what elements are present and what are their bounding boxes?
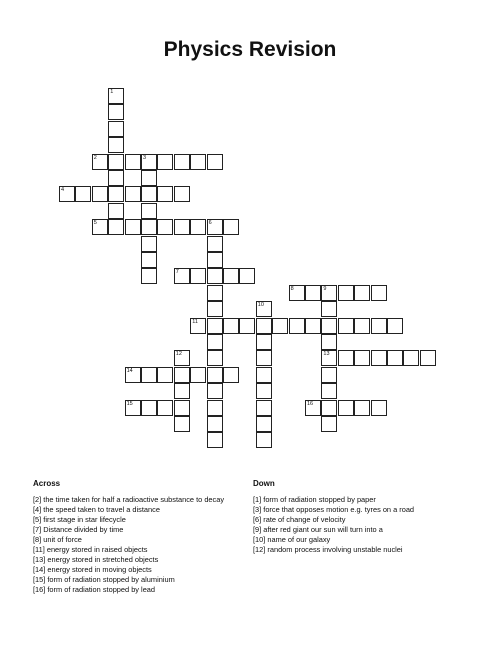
clue-down-10: [10] name of our galaxy [253,535,331,544]
clue-number: 10 [257,302,264,309]
crossword-cell[interactable] [157,219,173,235]
crossword-cell[interactable] [108,186,124,202]
clue-number: 3 [143,154,147,161]
crossword-cell[interactable] [174,400,190,416]
crossword-cell[interactable] [387,350,403,366]
crossword-cell[interactable] [256,416,272,432]
clue-across-16: [16] form of radiation stopped by lead [33,585,156,594]
crossword-cell[interactable] [207,236,223,252]
clue-number: 15 [126,400,133,407]
crossword-cell[interactable] [141,170,157,186]
crossword-cell[interactable] [207,400,223,416]
crossword-cell[interactable] [157,367,173,383]
down-heading: Down [253,479,275,488]
crossword-cell[interactable] [338,350,354,366]
crossword-cell[interactable] [174,154,190,170]
crossword-cell[interactable] [371,285,387,301]
crossword-cell[interactable] [125,219,141,235]
clue-across-15: [15] form of radiation stopped by aluminium [33,575,175,584]
crossword-cell[interactable] [321,318,337,334]
crossword-cell[interactable] [207,301,223,317]
crossword-cell[interactable] [321,400,337,416]
crossword-cell[interactable] [207,252,223,268]
crossword-cell[interactable] [289,318,305,334]
clue-down-12: [12] random process involving unstable nuclei [253,545,403,554]
clue-down-9: [9] after red giant our sun will turn into a [253,525,383,534]
crossword-cell[interactable] [305,400,321,416]
clue-number: 2 [93,154,97,161]
crossword-cell[interactable] [256,383,272,399]
crossword-cell[interactable] [125,367,141,383]
clue-number: 1 [110,89,114,95]
crossword-cell[interactable] [256,400,272,416]
crossword-cell[interactable] [141,268,157,284]
crossword-cell[interactable] [207,334,223,350]
crossword-cell[interactable] [420,350,436,366]
crossword-cell[interactable] [174,416,190,432]
crossword-cell[interactable] [174,367,190,383]
crossword-cell[interactable] [207,268,223,284]
crossword-cell[interactable] [256,334,272,350]
clue-down-3: [3] force that opposes motion e.g. tyres on a road [253,505,415,514]
crossword-cell[interactable] [321,350,337,366]
crossword-cell[interactable] [354,400,370,416]
crossword-cell[interactable] [125,154,141,170]
crossword-cell[interactable] [207,219,223,235]
clue-down-6: [6] rate of change of velocity [253,515,346,524]
crossword-cell[interactable] [321,301,337,317]
crossword-cell[interactable] [403,350,419,366]
crossword-cell[interactable] [354,285,370,301]
crossword-cell[interactable] [207,367,223,383]
clue-across-5: [5] first stage in star lifecycle [33,515,126,524]
crossword-cell[interactable] [354,350,370,366]
crossword-cell[interactable] [354,318,370,334]
crossword-cell[interactable] [108,137,124,153]
crossword-cell[interactable] [321,334,337,350]
crossword-cell[interactable] [223,219,239,235]
clue-across-2: [2] the time taken for half a radioactive substance to decay [33,495,225,504]
crossword-cell[interactable] [125,186,141,202]
crossword-cell[interactable] [305,318,321,334]
crossword-cell[interactable] [108,154,124,170]
clue-number: 9 [323,285,327,292]
clue-number: 6 [208,220,212,227]
crossword-cell[interactable] [223,268,239,284]
clue-across-7: [7] Distance divided by time [33,525,124,534]
crossword-cell[interactable] [141,252,157,268]
crossword-cell[interactable] [223,367,239,383]
crossword-cell[interactable] [371,318,387,334]
crossword-cell[interactable] [141,219,157,235]
crossword-cell[interactable] [92,219,108,235]
crossword-cell[interactable] [387,318,403,334]
clue-number: 14 [126,367,133,374]
crossword-cell[interactable] [108,104,124,120]
crossword-cell[interactable] [190,318,206,334]
crossword-cell[interactable] [92,154,108,170]
crossword-cell[interactable] [108,219,124,235]
crossword-cell[interactable] [190,268,206,284]
clue-across-11: [11] energy stored in raised objects [33,545,148,554]
crossword-cell[interactable] [207,350,223,366]
crossword-cell[interactable] [108,170,124,186]
crossword-cell[interactable] [125,400,141,416]
crossword-cell[interactable] [190,367,206,383]
crossword-cell[interactable] [207,416,223,432]
crossword-cell[interactable] [321,383,337,399]
crossword-cell[interactable] [141,203,157,219]
page-title: Physics Revision [163,38,337,61]
clue-down-1: [1] form of radiation stopped by paper [253,495,376,504]
crossword-cell[interactable] [207,154,223,170]
crossword-cell[interactable] [59,186,75,202]
clue-number: 4 [61,187,65,194]
crossword-cell[interactable] [141,186,157,202]
clue-number: 7 [175,269,179,276]
crossword-cell[interactable] [141,367,157,383]
crossword-cell[interactable] [174,350,190,366]
clue-across-14: [14] energy stored in moving objects [33,565,152,574]
crossword-cell[interactable] [338,318,354,334]
crossword-cell[interactable] [108,88,124,104]
clue-number: 16 [307,400,314,407]
crossword-cell[interactable] [321,285,337,301]
crossword-cell[interactable] [75,186,91,202]
crossword-cell[interactable] [289,285,305,301]
crossword-cell[interactable] [239,268,255,284]
crossword-cell[interactable] [190,154,206,170]
clue-number: 12 [175,351,182,358]
across-clues [33,479,224,595]
crossword-cell[interactable] [207,432,223,448]
crossword-cell[interactable] [305,285,321,301]
clue-across-8: [8] unit of force [33,535,82,544]
crossword-cell[interactable] [239,318,255,334]
crossword-cell[interactable] [256,318,272,334]
across-heading: Across [33,479,61,488]
crossword-cell[interactable] [141,154,157,170]
crossword-cell[interactable] [141,400,157,416]
crossword-cell[interactable] [207,285,223,301]
crossword-cell[interactable] [157,400,173,416]
clue-number: 13 [323,351,330,358]
crossword-cell[interactable] [108,121,124,137]
crossword-cell[interactable] [157,186,173,202]
clue-across-4: [4] the speed taken to travel a distance [33,505,160,514]
crossword-cell[interactable] [174,186,190,202]
clue-across-13: [13] energy stored in stretched objects [33,555,159,564]
crossword-cell[interactable] [256,301,272,317]
crossword-cell[interactable] [272,318,288,334]
clue-number: 5 [93,220,97,227]
crossword-cell[interactable] [371,350,387,366]
crossword-cell[interactable] [157,154,173,170]
crossword-cell[interactable] [338,400,354,416]
crossword-cell[interactable] [190,219,206,235]
crossword-cell[interactable] [321,367,337,383]
crossword-cell[interactable] [108,203,124,219]
down-clues [253,479,414,555]
crossword-cell[interactable] [92,186,108,202]
crossword-cell[interactable] [338,285,354,301]
crossword-cell[interactable] [256,432,272,448]
clue-number: 8 [290,285,294,292]
crossword-cell[interactable] [223,318,239,334]
crossword-cell[interactable] [256,367,272,383]
crossword-cell[interactable] [174,383,190,399]
crossword-cell[interactable] [141,236,157,252]
crossword-cell[interactable] [207,318,223,334]
crossword-cell[interactable] [256,350,272,366]
crossword-cell[interactable] [207,383,223,399]
crossword-cell[interactable] [174,268,190,284]
crossword-cell[interactable] [174,219,190,235]
clue-number: 11 [192,318,198,325]
crossword-cell[interactable] [321,416,337,432]
crossword-cell[interactable] [371,400,387,416]
